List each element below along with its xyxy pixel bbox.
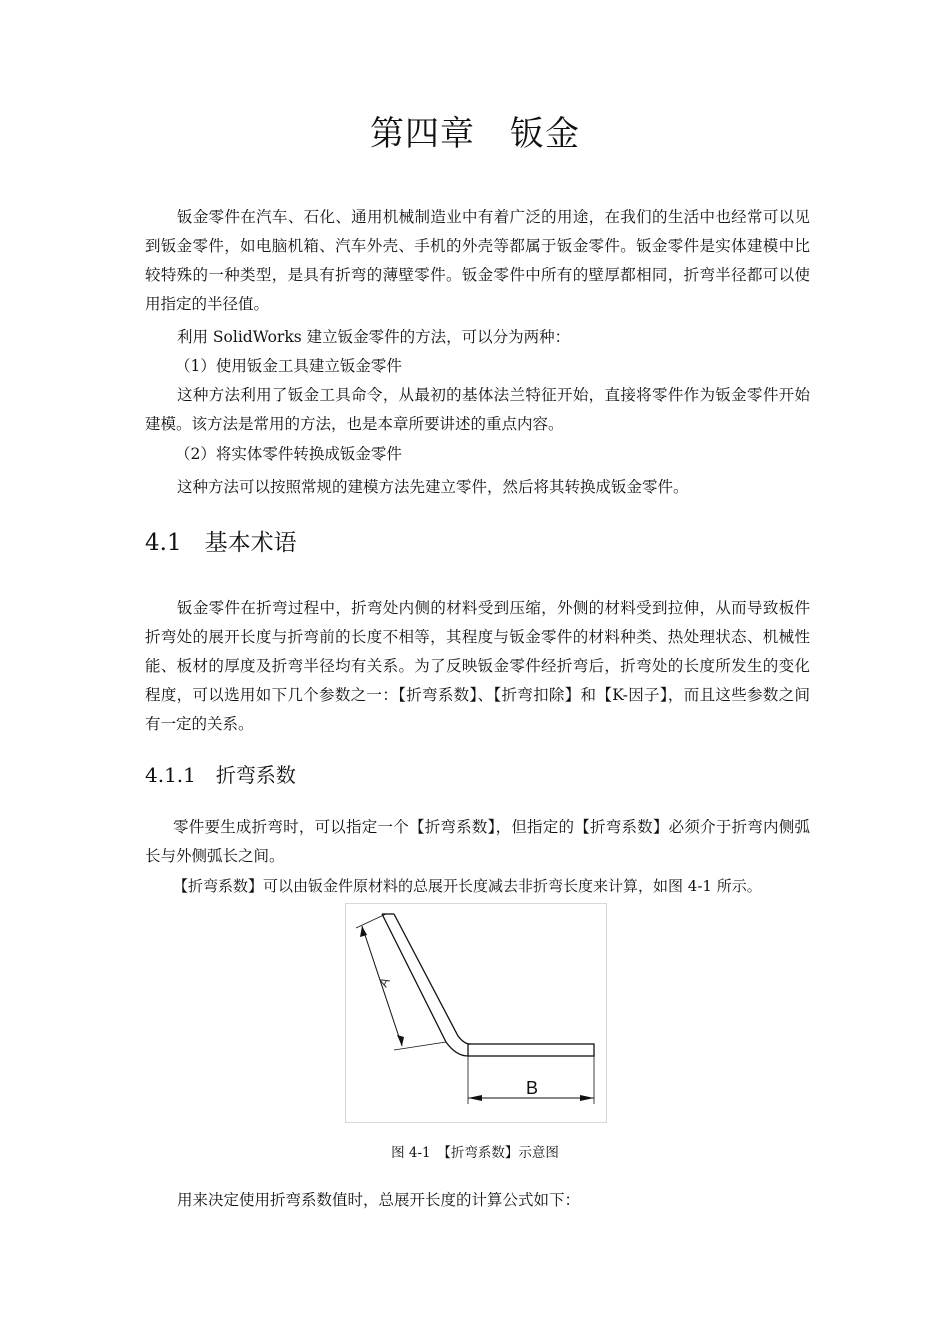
dimension-a-arrow-bottom: [397, 1035, 404, 1046]
method-1-title: （1）使用钣金工具建立钣金零件: [175, 357, 402, 375]
sheet-inner-edge: [382, 914, 468, 1056]
dimension-b-arrow-right: [580, 1095, 594, 1101]
closing-paragraph: 用来决定使用折弯系数值时，总展开长度的计算公式如下：: [177, 1191, 581, 1209]
dimension-a-label: A: [375, 974, 393, 990]
sheet-outer-edge: [394, 914, 470, 1044]
intro-paragraph-2: 利用 SolidWorks 建立钣金零件的方法，可以分为两种：: [177, 328, 571, 346]
method-2-title: （2）将实体零件转换成钣金零件: [175, 445, 402, 463]
intro-paragraph-1: 钣金零件在汽车、石化、通用机械制造业中有着广泛的用途，在我们的生活中也经常可以见到钣金零件，如电脑机箱、汽车外壳、手机的外壳等都属于钣金零件。钣金零件是实体建模中比较特殊的一种类型，是具有折弯的薄壁零件。钣金零件中所有的壁厚都相同，折弯半径都可以使用指定的半径值。: [145, 208, 810, 313]
figure-caption: 图 4-1 【折弯系数】示意图: [391, 1145, 559, 1161]
method-1-description: 这种方法利用了钣金工具命令，从最初的基体法兰特征开始，直接将零件作为钣金零件开始建模。该方法是常用的方法，也是本章所要讲述的重点内容。: [145, 386, 810, 433]
method-2-description: 这种方法可以按照常规的建模方法先建立零件，然后将其转换成钣金零件。: [177, 478, 689, 496]
section-4-1-1-paragraph-2: 【折弯系数】可以由钣金件原材料的总展开长度减去非折弯长度来计算，如图 4-1 所示。: [173, 877, 762, 895]
chapter-title: 第四章 钣金: [370, 114, 580, 154]
section-heading-4-1: 4.1 基本术语: [145, 530, 297, 556]
bend-diagram: [346, 904, 606, 1122]
dimension-a-arrow-top: [360, 926, 367, 937]
section-heading-4-1-1: 4.1.1 折弯系数: [145, 763, 296, 787]
section-4-1-1-paragraph-1: 零件要生成折弯时，可以指定一个【折弯系数】，但指定的【折弯系数】必须介于折弯内侧弧长与外侧弧长之间。: [145, 818, 810, 865]
bend-allowance-figure: [345, 903, 607, 1123]
section-4-1-paragraph: 钣金零件在折弯过程中，折弯处内侧的材料受到压缩，外侧的材料受到拉伸，从而导致板件折弯处的展开长度与折弯前的长度不相等，其程度与钣金零件的材料种类、热处理状态、机械性能、板材的厚度及折弯半径均有关系。为了反映钣金零件经折弯后，折弯处的长度所发生的变化程度，可以选用如下几个参数之一：【折弯系数】、【折弯扣除】和【K-因子】，而且这些参数之间有一定的关系。: [145, 599, 810, 733]
dimension-a-extension-top: [356, 914, 386, 928]
dimension-b-label: B: [526, 1078, 539, 1098]
dimension-b-arrow-left: [468, 1095, 482, 1101]
horizontal-leg: [468, 1044, 594, 1056]
